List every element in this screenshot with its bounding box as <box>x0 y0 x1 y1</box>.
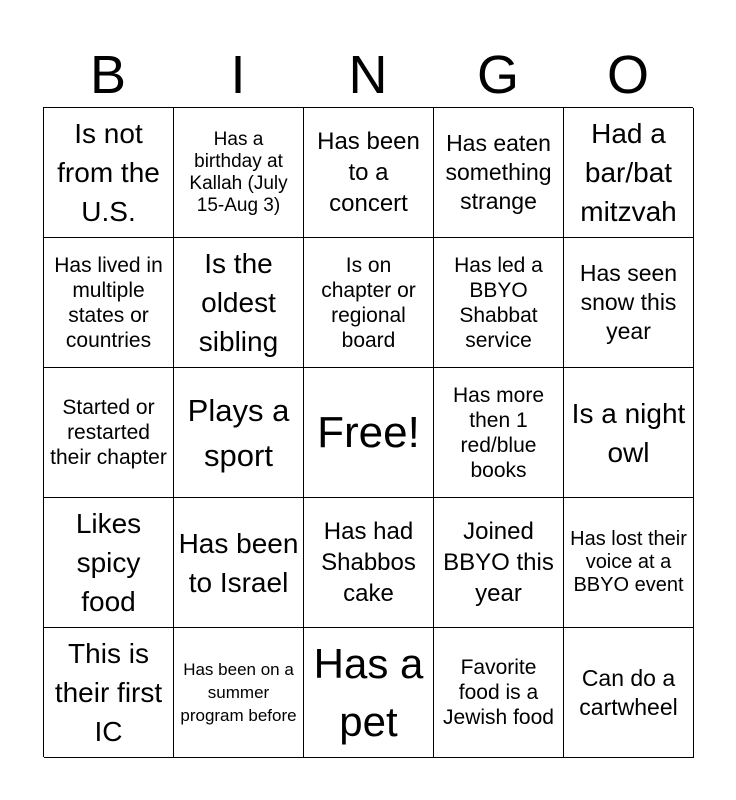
cell-text: Has a birthday at Kallah (July 15-Aug 3) <box>189 128 288 216</box>
free-space-text: Free! <box>317 407 420 457</box>
cell-text: Had a bar/bat mitzvah <box>580 118 677 227</box>
bingo-cell[interactable] <box>564 238 694 368</box>
bingo-cell[interactable] <box>174 108 304 238</box>
header-letter-o: O <box>606 45 649 105</box>
cell-text: Is the oldest sibling <box>198 248 279 357</box>
bingo-header <box>43 44 693 106</box>
bingo-card-grid <box>43 107 693 757</box>
bingo-cell[interactable] <box>304 238 434 368</box>
cell-text: Has been on a summer program before <box>180 660 297 725</box>
cell-text: Started or restarted their chapter <box>50 396 167 469</box>
cell-text: Has been to Israel <box>178 527 299 598</box>
cell-text: Is on chapter or regional board <box>321 253 416 352</box>
bingo-cell[interactable] <box>434 108 564 238</box>
header-letter-n: N <box>348 45 388 105</box>
bingo-cell[interactable] <box>434 238 564 368</box>
cell-text: Joined BBYO this year <box>443 518 554 607</box>
bingo-cell[interactable] <box>44 108 174 238</box>
cell-text: Has a pet <box>313 639 424 745</box>
bingo-cell[interactable] <box>174 238 304 368</box>
cell-text: Has eaten something strange <box>445 130 552 214</box>
bingo-cell[interactable] <box>44 368 174 498</box>
bingo-cell[interactable] <box>564 108 694 238</box>
bingo-cell[interactable] <box>304 108 434 238</box>
cell-text: Has lived in multiple states or countries <box>54 253 163 352</box>
cell-text: Has led a BBYO Shabbat service <box>454 253 543 352</box>
cell-text: Can do a cartwheel <box>579 664 678 720</box>
bingo-cell[interactable] <box>44 238 174 368</box>
bingo-cell[interactable] <box>434 368 564 498</box>
header-letter-g: G <box>476 45 519 105</box>
bingo-cell[interactable] <box>44 628 174 758</box>
cell-text: Has more then 1 red/blue books <box>452 383 545 482</box>
bingo-cell[interactable] <box>434 498 564 628</box>
bingo-cell[interactable] <box>174 368 304 498</box>
cell-text: Has seen snow this year <box>579 260 678 344</box>
cell-text: Is a night owl <box>571 397 686 468</box>
cell-text: Has lost their voice at a BBYO event <box>570 528 687 596</box>
cell-text: Plays a sport <box>187 392 290 473</box>
header-letter-i: I <box>230 45 246 105</box>
header-letter-b: B <box>89 45 127 105</box>
bingo-cell[interactable] <box>304 628 434 758</box>
bingo-cell[interactable] <box>304 498 434 628</box>
bingo-cell[interactable] <box>564 628 694 758</box>
cell-text: Favorite food is a Jewish food <box>443 656 554 729</box>
bingo-cell[interactable] <box>174 628 304 758</box>
free-space[interactable] <box>304 368 434 498</box>
cell-text: Has had Shabbos cake <box>321 518 416 607</box>
bingo-cell[interactable] <box>564 498 694 628</box>
cell-text: Has been to a concert <box>317 128 420 217</box>
bingo-cell[interactable] <box>434 628 564 758</box>
cell-text: Is not from the U.S. <box>57 118 160 227</box>
bingo-cell[interactable] <box>174 498 304 628</box>
cell-text: This is their first IC <box>54 638 163 747</box>
bingo-cell[interactable] <box>564 368 694 498</box>
cell-text: Likes spicy food <box>75 508 142 617</box>
bingo-cell[interactable] <box>44 498 174 628</box>
